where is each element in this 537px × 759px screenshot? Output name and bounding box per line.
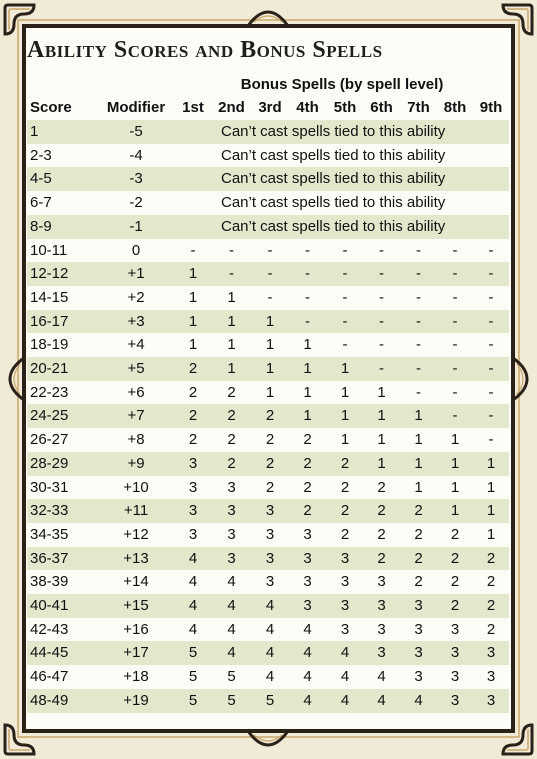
- table-row: [27, 594, 509, 618]
- spell-count-cell: 2: [327, 499, 363, 523]
- spell-count-cell: 1: [363, 404, 400, 428]
- group-header: Bonus Spells (by spell level): [240, 76, 444, 93]
- spell-count-cell: -: [473, 357, 509, 381]
- spell-count-cell: 3: [252, 547, 288, 571]
- score-cell: 18-19: [27, 333, 97, 357]
- spell-count-cell: 2: [211, 428, 252, 452]
- modifier-cell: +2: [97, 286, 175, 310]
- spell-count-cell: 4: [363, 665, 400, 689]
- modifier-cell: -5: [97, 120, 175, 144]
- spell-count-cell: 3: [252, 499, 288, 523]
- spell-count-cell: 4: [175, 570, 211, 594]
- spell-count-cell: 2: [400, 499, 437, 523]
- spell-count-cell: 4: [288, 618, 327, 642]
- column-header: Modifier: [106, 99, 166, 116]
- empty-cell: [175, 120, 211, 144]
- spell-count-cell: 1: [175, 333, 211, 357]
- modifier-cell: +5: [97, 357, 175, 381]
- spell-count-cell: 2: [363, 547, 400, 571]
- column-header: 1st: [182, 99, 204, 116]
- modifier-cell: +12: [97, 523, 175, 547]
- modifier-cell: +8: [97, 428, 175, 452]
- table-row: [27, 286, 509, 310]
- spell-count-cell: 2: [363, 499, 400, 523]
- spell-count-cell: 2: [437, 523, 473, 547]
- spell-count-cell: -: [437, 381, 473, 405]
- column-header: 6th: [370, 99, 393, 116]
- table-row: [27, 167, 509, 191]
- spell-count-cell: 5: [175, 665, 211, 689]
- spell-count-cell: -: [400, 286, 437, 310]
- spell-count-cell: 2: [473, 594, 509, 618]
- spell-count-cell: 1: [400, 476, 437, 500]
- spell-count-cell: -: [363, 333, 400, 357]
- spell-count-cell: 4: [288, 641, 327, 665]
- spell-count-cell: 4: [327, 665, 363, 689]
- spell-count-cell: -: [437, 310, 473, 334]
- column-header: 7th: [407, 99, 430, 116]
- spell-count-cell: 3: [252, 570, 288, 594]
- table-row: [27, 547, 509, 571]
- spell-count-cell: 5: [211, 689, 252, 713]
- score-cell: 6-7: [27, 191, 97, 215]
- spell-count-cell: 3: [437, 689, 473, 713]
- modifier-cell: -4: [97, 144, 175, 168]
- spell-count-cell: 3: [437, 618, 473, 642]
- spell-count-cell: -: [437, 333, 473, 357]
- score-cell: 1: [27, 120, 97, 144]
- spell-count-cell: 2: [288, 499, 327, 523]
- table-row: [27, 262, 509, 286]
- spell-count-cell: -: [437, 239, 473, 263]
- spell-count-cell: 3: [288, 547, 327, 571]
- table-row: [27, 404, 509, 428]
- spell-count-cell: 2: [473, 570, 509, 594]
- spell-count-cell: -: [473, 404, 509, 428]
- modifier-cell: +11: [97, 499, 175, 523]
- spell-count-cell: 1: [288, 357, 327, 381]
- spell-count-cell: 2: [252, 476, 288, 500]
- spell-count-cell: -: [400, 381, 437, 405]
- score-cell: 20-21: [27, 357, 97, 381]
- spell-count-cell: -: [400, 333, 437, 357]
- modifier-cell: +3: [97, 310, 175, 334]
- score-cell: 28-29: [27, 452, 97, 476]
- spell-count-cell: 4: [211, 570, 252, 594]
- spell-count-cell: -: [473, 286, 509, 310]
- modifier-cell: +4: [97, 333, 175, 357]
- spell-count-cell: 3: [473, 689, 509, 713]
- spell-count-cell: 2: [252, 404, 288, 428]
- spell-count-cell: -: [473, 239, 509, 263]
- spell-count-cell: 2: [400, 570, 437, 594]
- spell-count-cell: -: [288, 239, 327, 263]
- table-row: [27, 618, 509, 642]
- score-cell: 36-37: [27, 547, 97, 571]
- spell-count-cell: 5: [211, 665, 252, 689]
- spell-count-cell: -: [473, 310, 509, 334]
- page-title: Ability Scores and Bonus Spells: [27, 37, 383, 63]
- modifier-cell: +15: [97, 594, 175, 618]
- table-row: [27, 689, 509, 713]
- spell-count-cell: -: [211, 262, 252, 286]
- column-header: Score: [30, 99, 72, 116]
- column-header-row: [27, 96, 509, 120]
- spell-count-cell: 4: [252, 641, 288, 665]
- column-header: 8th: [443, 99, 467, 116]
- spell-count-cell: 1: [473, 499, 509, 523]
- spell-count-cell: 3: [211, 523, 252, 547]
- score-cell: 30-31: [27, 476, 97, 500]
- empty-cell: [175, 191, 211, 215]
- spell-count-cell: 3: [175, 523, 211, 547]
- spell-count-cell: 3: [211, 476, 252, 500]
- modifier-cell: +14: [97, 570, 175, 594]
- modifier-cell: +10: [97, 476, 175, 500]
- spell-count-cell: -: [175, 239, 211, 263]
- spell-count-cell: 4: [327, 689, 363, 713]
- spell-count-cell: 1: [288, 333, 327, 357]
- spell-count-cell: 2: [175, 357, 211, 381]
- spell-count-cell: 3: [211, 547, 252, 571]
- spell-count-cell: 4: [363, 689, 400, 713]
- spell-count-cell: -: [400, 310, 437, 334]
- spell-count-cell: -: [437, 262, 473, 286]
- spell-count-cell: 2: [288, 476, 327, 500]
- spell-count-cell: -: [473, 262, 509, 286]
- score-cell: 8-9: [27, 215, 97, 239]
- table-row: [27, 310, 509, 334]
- empty-cell: [175, 215, 211, 239]
- spell-count-cell: 3: [363, 641, 400, 665]
- modifier-cell: +17: [97, 641, 175, 665]
- spell-count-cell: 3: [327, 618, 363, 642]
- table-row: [27, 570, 509, 594]
- spell-count-cell: 2: [473, 618, 509, 642]
- score-cell: 2-3: [27, 144, 97, 168]
- spell-count-cell: 1: [288, 381, 327, 405]
- spell-count-cell: -: [437, 404, 473, 428]
- no-spells-message: Can’t cast spells tied to this ability: [211, 167, 509, 191]
- modifier-cell: +7: [97, 404, 175, 428]
- spell-count-cell: 1: [473, 476, 509, 500]
- spell-count-cell: 1: [211, 357, 252, 381]
- spell-count-cell: -: [363, 239, 400, 263]
- spell-count-cell: 1: [437, 428, 473, 452]
- spell-count-cell: 1: [363, 452, 400, 476]
- table-row: [27, 120, 509, 144]
- column-header: 5th: [333, 99, 357, 116]
- spell-count-cell: 1: [473, 452, 509, 476]
- spell-count-cell: 1: [363, 381, 400, 405]
- spell-count-cell: 4: [400, 689, 437, 713]
- table-row: [27, 452, 509, 476]
- spell-count-cell: 2: [363, 523, 400, 547]
- modifier-cell: 0: [97, 239, 175, 263]
- spell-count-cell: 3: [363, 594, 400, 618]
- spell-count-cell: 2: [437, 547, 473, 571]
- score-cell: 22-23: [27, 381, 97, 405]
- spell-count-cell: 2: [327, 452, 363, 476]
- spell-count-cell: 2: [252, 452, 288, 476]
- spell-count-cell: 3: [327, 570, 363, 594]
- score-cell: 24-25: [27, 404, 97, 428]
- score-cell: 26-27: [27, 428, 97, 452]
- spell-count-cell: 4: [175, 547, 211, 571]
- spell-count-cell: -: [288, 286, 327, 310]
- spell-count-cell: 2: [175, 381, 211, 405]
- spell-count-cell: 2: [363, 476, 400, 500]
- spell-count-cell: -: [400, 262, 437, 286]
- spell-count-cell: 3: [437, 665, 473, 689]
- spell-count-cell: 1: [175, 310, 211, 334]
- spell-count-cell: 2: [400, 547, 437, 571]
- spell-count-cell: 1: [400, 452, 437, 476]
- table-row: [27, 499, 509, 523]
- spell-count-cell: 3: [473, 641, 509, 665]
- spell-count-cell: 3: [288, 570, 327, 594]
- spell-count-cell: 3: [252, 523, 288, 547]
- modifier-cell: +19: [97, 689, 175, 713]
- table-row: [27, 239, 509, 263]
- spell-count-cell: 4: [288, 689, 327, 713]
- no-spells-message: Can’t cast spells tied to this ability: [211, 215, 509, 239]
- spell-count-cell: 4: [211, 594, 252, 618]
- table-row: [27, 144, 509, 168]
- spell-count-cell: -: [363, 357, 400, 381]
- spell-count-cell: -: [327, 333, 363, 357]
- column-header: 2nd: [218, 99, 245, 116]
- spell-count-cell: 1: [175, 262, 211, 286]
- spell-count-cell: 1: [211, 333, 252, 357]
- spell-count-cell: 3: [327, 594, 363, 618]
- table-row: [27, 333, 509, 357]
- table-row: [27, 523, 509, 547]
- spell-count-cell: 2: [400, 523, 437, 547]
- spell-count-cell: 1: [252, 357, 288, 381]
- spell-count-cell: 1: [211, 310, 252, 334]
- column-header: 4th: [296, 99, 319, 116]
- spell-count-cell: -: [363, 286, 400, 310]
- spell-count-cell: 1: [252, 381, 288, 405]
- spell-count-cell: -: [363, 310, 400, 334]
- score-cell: 12-12: [27, 262, 97, 286]
- spell-count-cell: 2: [211, 381, 252, 405]
- spell-count-cell: -: [327, 239, 363, 263]
- score-cell: 40-41: [27, 594, 97, 618]
- score-cell: 46-47: [27, 665, 97, 689]
- spell-count-cell: 4: [327, 641, 363, 665]
- spell-count-cell: 3: [363, 618, 400, 642]
- spell-count-cell: 2: [211, 452, 252, 476]
- spell-count-cell: -: [288, 310, 327, 334]
- spell-count-cell: -: [252, 286, 288, 310]
- spell-count-cell: 5: [175, 689, 211, 713]
- spell-count-cell: 1: [175, 286, 211, 310]
- spell-count-cell: 4: [252, 665, 288, 689]
- spell-count-cell: 2: [327, 523, 363, 547]
- spell-count-cell: 5: [175, 641, 211, 665]
- bonus-spells-table: [27, 74, 509, 713]
- spell-count-cell: 2: [252, 428, 288, 452]
- spell-count-cell: 3: [175, 476, 211, 500]
- table-row: [27, 215, 509, 239]
- column-header: 9th: [479, 99, 503, 116]
- spell-count-cell: -: [363, 262, 400, 286]
- table-row: [27, 665, 509, 689]
- spell-count-cell: -: [437, 286, 473, 310]
- spell-count-cell: 1: [288, 404, 327, 428]
- spell-count-cell: 3: [288, 594, 327, 618]
- spell-count-cell: 1: [437, 476, 473, 500]
- spell-count-cell: 1: [437, 499, 473, 523]
- spell-count-cell: 3: [400, 618, 437, 642]
- spell-count-cell: 5: [252, 689, 288, 713]
- score-cell: 44-45: [27, 641, 97, 665]
- spell-count-cell: -: [473, 381, 509, 405]
- spell-count-cell: 1: [473, 523, 509, 547]
- table-row: [27, 476, 509, 500]
- modifier-cell: +1: [97, 262, 175, 286]
- spell-count-cell: 4: [211, 641, 252, 665]
- spell-count-cell: 1: [327, 357, 363, 381]
- spell-count-cell: 2: [175, 404, 211, 428]
- empty-cell: [175, 167, 211, 191]
- spell-count-cell: 2: [437, 594, 473, 618]
- score-cell: 14-15: [27, 286, 97, 310]
- spell-count-cell: 1: [437, 452, 473, 476]
- spell-count-cell: 3: [327, 547, 363, 571]
- spell-count-cell: 4: [175, 618, 211, 642]
- spell-count-cell: -: [327, 310, 363, 334]
- spell-count-cell: -: [437, 357, 473, 381]
- column-header: 3rd: [258, 99, 282, 116]
- modifier-cell: +16: [97, 618, 175, 642]
- no-spells-message: Can’t cast spells tied to this ability: [211, 144, 509, 168]
- spell-count-cell: 3: [400, 641, 437, 665]
- spell-count-cell: -: [400, 239, 437, 263]
- score-cell: 38-39: [27, 570, 97, 594]
- empty-cell: [175, 144, 211, 168]
- modifier-cell: -1: [97, 215, 175, 239]
- spell-count-cell: 1: [327, 381, 363, 405]
- spell-count-cell: 4: [252, 618, 288, 642]
- score-cell: 42-43: [27, 618, 97, 642]
- spell-count-cell: 4: [211, 618, 252, 642]
- spell-count-cell: 3: [175, 452, 211, 476]
- spell-count-cell: 3: [288, 523, 327, 547]
- spell-count-cell: -: [252, 262, 288, 286]
- score-cell: 34-35: [27, 523, 97, 547]
- score-cell: 32-33: [27, 499, 97, 523]
- spell-count-cell: -: [473, 428, 509, 452]
- spell-count-cell: 2: [175, 428, 211, 452]
- table-row: [27, 381, 509, 405]
- spell-count-cell: 2: [288, 452, 327, 476]
- group-header-row: [27, 74, 509, 96]
- modifier-cell: -3: [97, 167, 175, 191]
- spell-count-cell: 4: [288, 665, 327, 689]
- spell-count-cell: 1: [252, 333, 288, 357]
- modifier-cell: +13: [97, 547, 175, 571]
- table-row: [27, 357, 509, 381]
- score-cell: 4-5: [27, 167, 97, 191]
- table-row: [27, 428, 509, 452]
- spell-count-cell: 3: [400, 665, 437, 689]
- spell-count-cell: 1: [400, 404, 437, 428]
- modifier-cell: -2: [97, 191, 175, 215]
- spell-count-cell: 1: [327, 428, 363, 452]
- spell-count-cell: 3: [473, 665, 509, 689]
- spell-count-cell: 2: [211, 404, 252, 428]
- spell-count-cell: 4: [175, 594, 211, 618]
- spell-count-cell: 3: [211, 499, 252, 523]
- score-cell: 16-17: [27, 310, 97, 334]
- spell-count-cell: 2: [437, 570, 473, 594]
- table-row: [27, 191, 509, 215]
- spell-count-cell: 3: [437, 641, 473, 665]
- spell-count-cell: 2: [288, 428, 327, 452]
- modifier-cell: +6: [97, 381, 175, 405]
- spell-count-cell: 3: [175, 499, 211, 523]
- spell-count-cell: -: [327, 286, 363, 310]
- spell-count-cell: 1: [327, 404, 363, 428]
- table-body: [27, 120, 509, 713]
- spell-count-cell: 3: [400, 594, 437, 618]
- no-spells-message: Can’t cast spells tied to this ability: [211, 191, 509, 215]
- table-row: [27, 641, 509, 665]
- spell-count-cell: 1: [211, 286, 252, 310]
- modifier-cell: +18: [97, 665, 175, 689]
- no-spells-message: Can’t cast spells tied to this ability: [211, 120, 509, 144]
- spell-count-cell: -: [252, 239, 288, 263]
- spell-count-cell: -: [288, 262, 327, 286]
- spell-count-cell: -: [473, 333, 509, 357]
- spell-count-cell: 2: [327, 476, 363, 500]
- score-cell: 48-49: [27, 689, 97, 713]
- score-cell: 10-11: [27, 239, 97, 263]
- modifier-cell: +9: [97, 452, 175, 476]
- spell-count-cell: 1: [363, 428, 400, 452]
- spell-count-cell: 3: [363, 570, 400, 594]
- spell-count-cell: -: [400, 357, 437, 381]
- spell-count-cell: 2: [473, 547, 509, 571]
- spell-count-cell: -: [211, 239, 252, 263]
- spell-count-cell: 4: [252, 594, 288, 618]
- spell-count-cell: -: [327, 262, 363, 286]
- spell-count-cell: 1: [252, 310, 288, 334]
- spell-count-cell: 1: [400, 428, 437, 452]
